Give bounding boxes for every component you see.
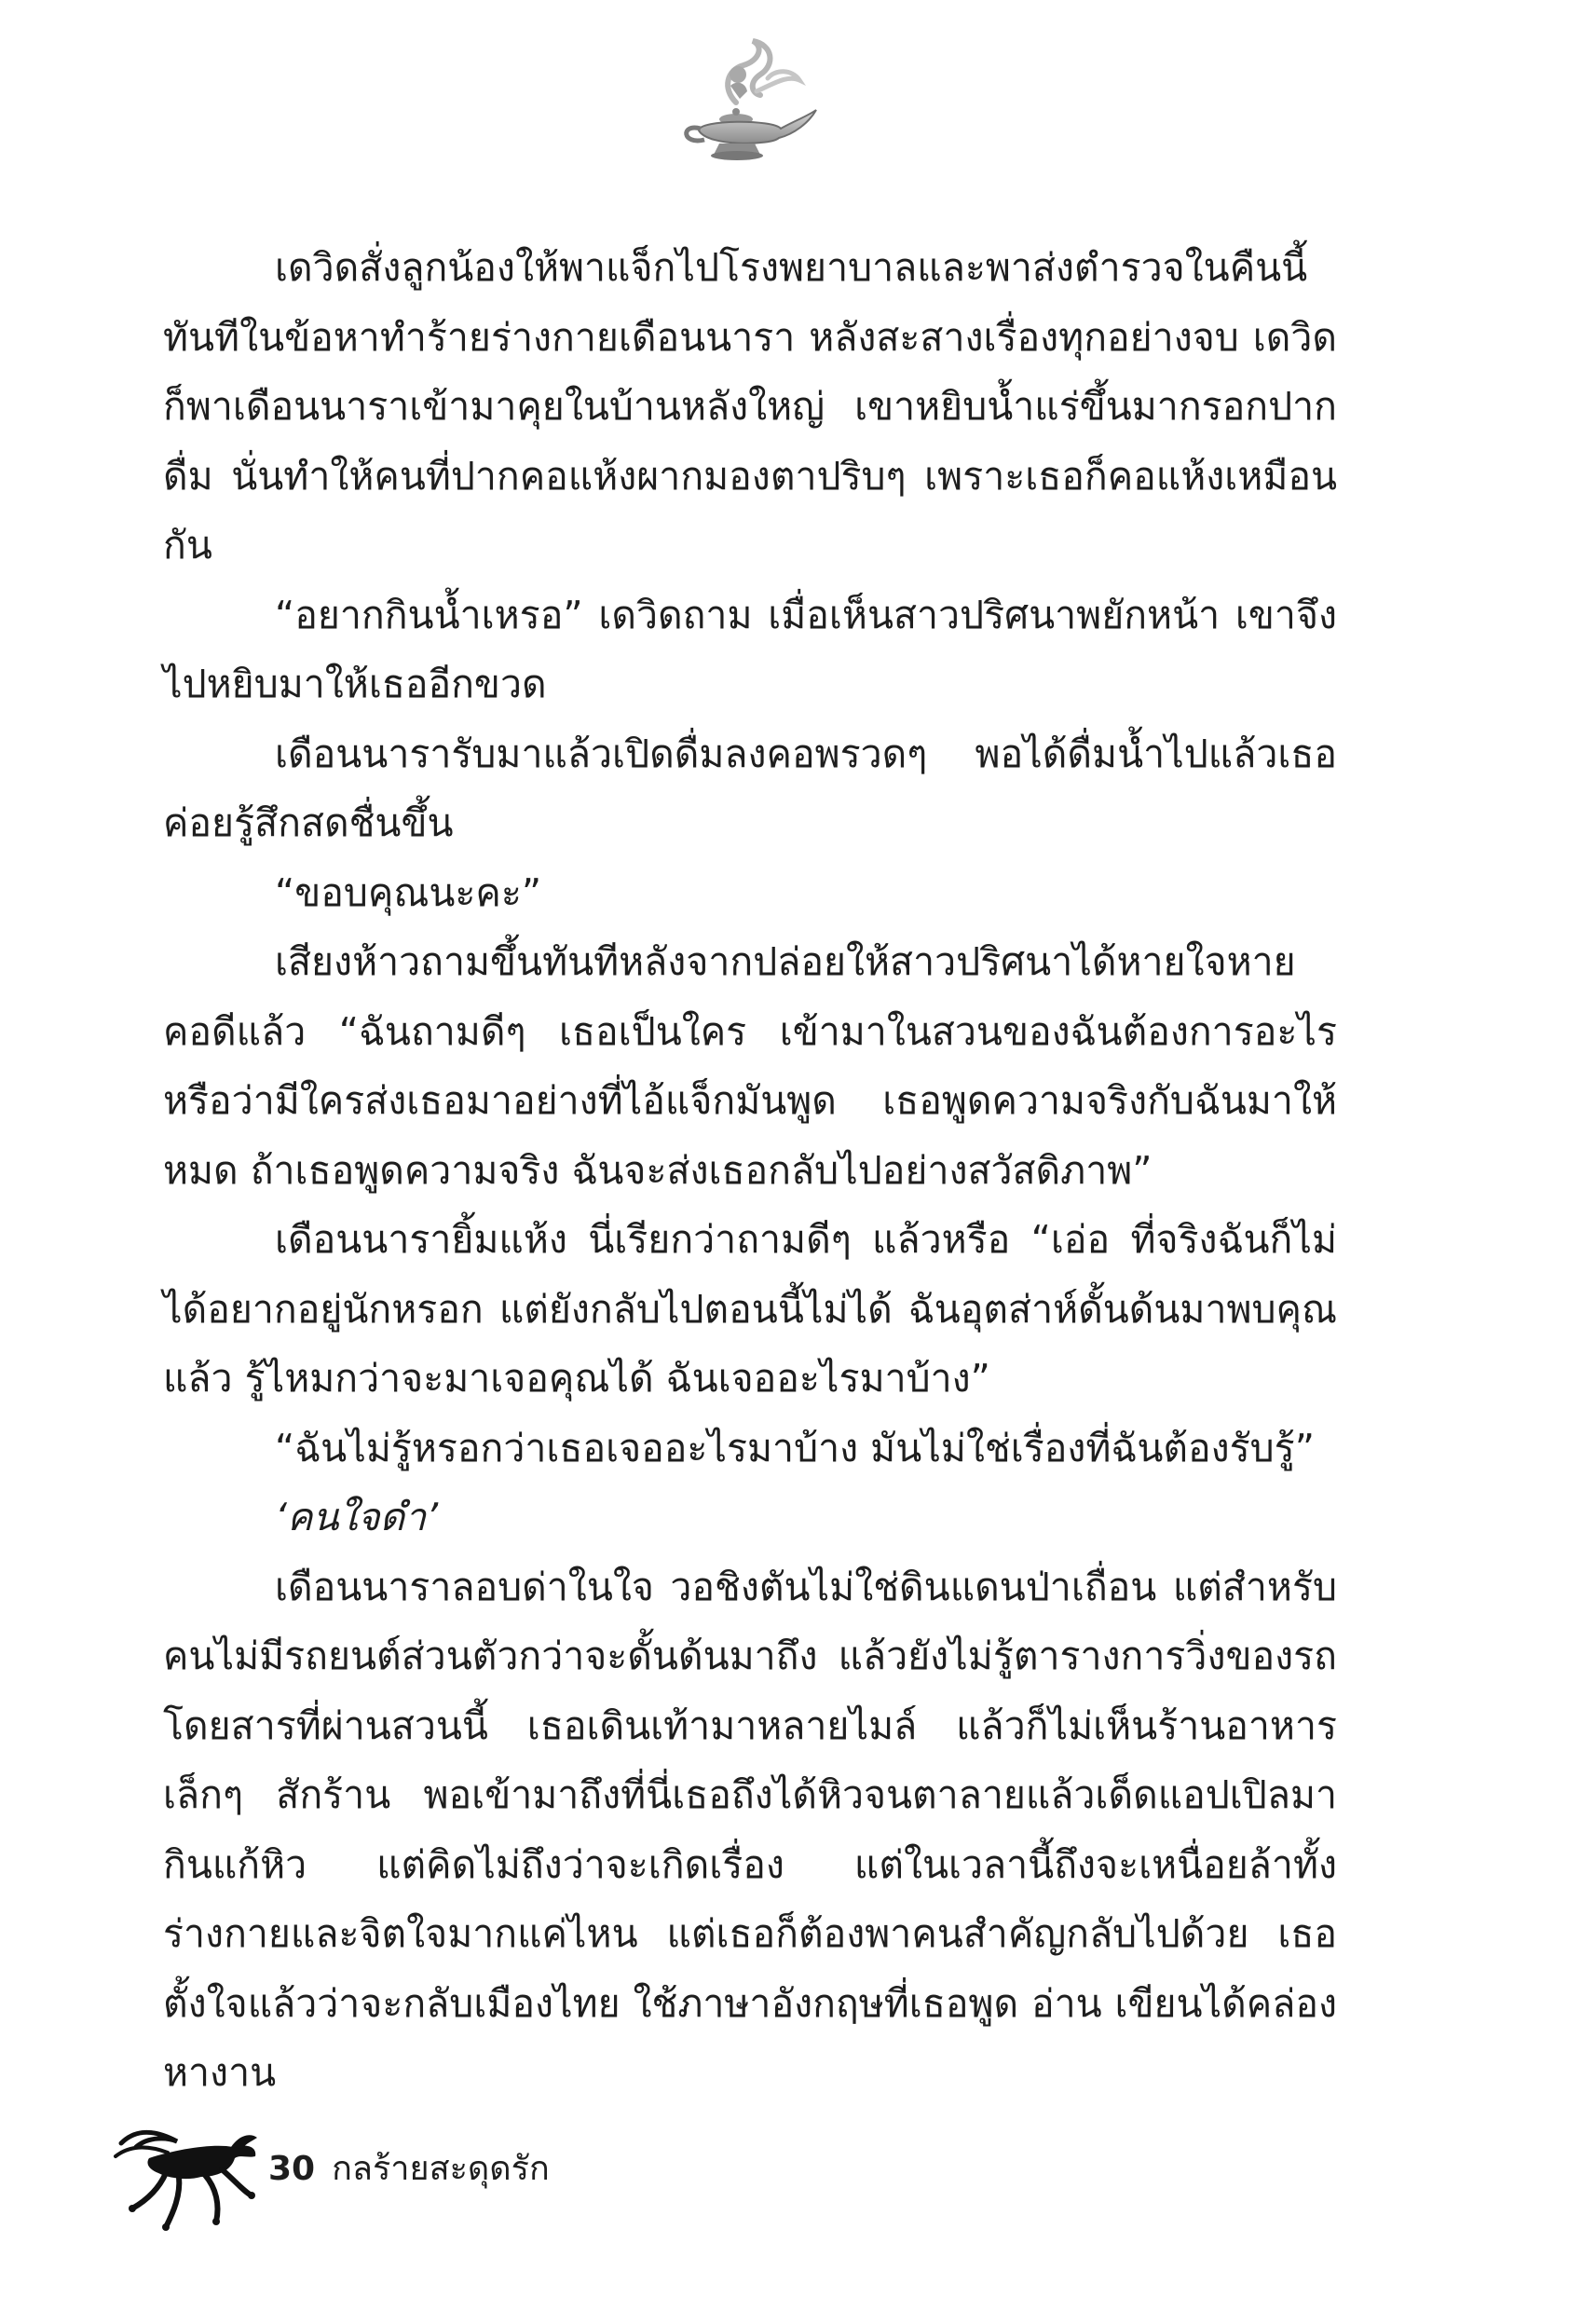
page-footer — [112, 2115, 764, 2246]
paragraph: “ฉันไม่รู้หรอกว่าเธอเจออะไรมาบ้าง มันไม่ใช่เรื่องที่ฉันต้องรับรู้” — [275, 1425, 1315, 1470]
genie-lamp-icon — [671, 37, 820, 168]
paragraph: เดวิดสั่งลูกน้องให้พาแจ็กไปโรงพยาบาลและพาส่งตำรวจในคืนนี้ทันทีในข้อหาทำร้ายร่างกายเดือนนารา หลังสะสางเรื่องทุกอย่างจบ เดวิดก็พาเดือนนาราเข้ามาคุยในบ้านหลังใหญ่ เขาหยิบน้ำแร่ขึ้นมากรอกปากดื่ม นั่นทำให้คนที่ปากคอแห้งผากมองตาปริบๆ เพราะเธอก็คอแห้งเหมือนกัน — [163, 245, 1337, 567]
paragraph: “ขอบคุณนะคะ” — [275, 869, 542, 915]
paragraph: “อยากกินน้ำเหรอ” เดวิดถาม เมื่อเห็นสาวปริศนาพยักหน้า เขาจึงไปหยิบมาให้เธออีกขวด — [163, 592, 1337, 706]
paragraph: เดือนนาราลอบด่าในใจ วอชิงตันไม่ใช่ดินแดนป่าเถื่อน แต่สำหรับคนไม่มีรถยนต์ส่วนตัวกว่าจะดั้นด้นมาถึง แล้วยังไม่รู้ตารางการวิ่งของรถโดยสารที่ผ่านสวนนี้ เธอเดินเท้ามาหลายไมล์ แล้วก็ไม่เห็นร้านอาหารเล็กๆ สักร้าน พอเข้ามาถึงที่นี่เธอถึงได้หิวจนตาลายแล้วเด็ดแอปเปิลมากินแก้หิว แต่คิดไม่ถึงว่าจะเกิดเรื่อง แต่ในเวลานี้ถึงจะเหนื่อยล้าทั้งร่างกายและจิตใจมากแค่ไหน แต่เธอก็ต้องพาคนสำคัญกลับไปด้วย เธอตั้งใจแล้วว่าจะกลับเมืองไทย ใช้ภาษาอังกฤษที่เธอพูด อ่าน เขียนได้คล่องหางาน — [163, 1564, 1337, 2095]
paragraph: เสียงห้าวถามขึ้นทันทีหลังจากปล่อยให้สาวปริศนาได้หายใจหายคอดีแล้ว “ฉันถามดีๆ เธอเป็นใคร เข้ามาในสวนของฉันต้องการอะไร หรือว่ามีใครส่งเธอมาอย่างที่ไอ้แจ็กมันพูด เธอพูดความจริงกับฉันมาให้หมด ถ้าเธอพูดความจริง ฉันจะส่งเธอกลับไปอย่างสวัสดิภาพ” — [163, 939, 1337, 1193]
galloping-horse-icon — [112, 2115, 261, 2246]
page-body — [163, 233, 1337, 2108]
page-number: 30 — [268, 2150, 316, 2188]
paragraph: เดือนนารายิ้มแห้ง นี่เรียกว่าถามดีๆ แล้วหรือ “เอ่อ ที่จริงฉันก็ไม่ได้อยากอยู่นักหรอก แต่ยังกลับไปตอนนี้ไม่ได้ ฉันอุตส่าห์ดั้นด้นมาพบคุณแล้ว รู้ไหมกว่าจะมาเจอคุณได้ ฉันเจออะไรมาบ้าง” — [163, 1217, 1337, 1401]
footer-text — [268, 2141, 550, 2195]
paragraph: เดือนนารารับมาแล้วเปิดดื่มลงคอพรวดๆ พอได้ดื่มน้ำไปแล้วเธอค่อยรู้สึกสดชื่นขึ้น — [163, 731, 1337, 845]
book-title: กลร้ายสะดุดรัก — [332, 2150, 550, 2188]
paragraph-thought: ‘คนใจดำ’ — [275, 1495, 439, 1539]
